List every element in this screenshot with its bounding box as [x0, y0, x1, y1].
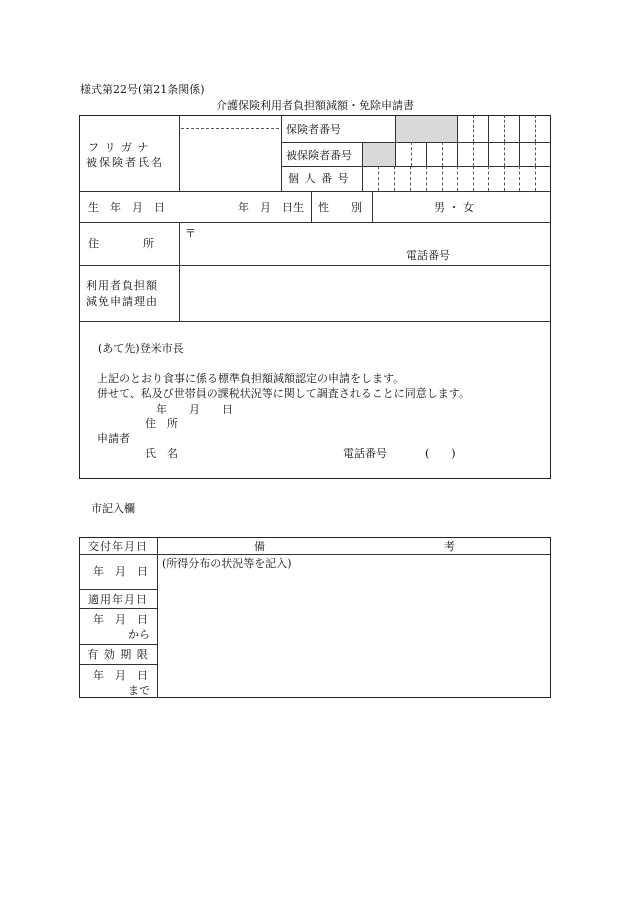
declaration-address-label: 住 所	[145, 417, 178, 430]
reason-label-line1: 利用者負担額	[86, 279, 158, 292]
form-title: 介護保険利用者負担額減額・免除申請書	[216, 99, 414, 112]
statement-line1: 上記のとおり食事に係る標準負担額減額認定の申請をします。	[97, 372, 405, 385]
addressee: (あて先)登米市長	[98, 342, 184, 355]
birth-date-label: 生 年 月 日	[88, 201, 165, 214]
issue-date-header: 交付年月日	[88, 540, 148, 553]
city-section-title: 市記入欄	[91, 502, 135, 515]
insured-name-label: 被保険者氏名	[86, 156, 164, 169]
insurer-number-label: 保険者番号	[286, 123, 341, 136]
address-label: 住 所	[88, 237, 154, 250]
remarks-header-left: 備	[254, 540, 265, 553]
postal-mark: 〒	[185, 227, 196, 240]
apply-date-header: 適用年月日	[88, 593, 148, 606]
declaration-name-label: 氏 名	[145, 447, 178, 460]
valid-period-header: 有 効 期 限	[87, 648, 149, 661]
declaration-date: 年 月 日	[156, 403, 233, 416]
reason-label-line2: 減免申請理由	[86, 295, 158, 308]
gender-label: 性 別	[318, 201, 362, 214]
birth-date-value: 年 月 日生	[238, 201, 304, 214]
insured-number-label: 被保険者番号	[286, 149, 352, 162]
city-entry-table	[79, 537, 551, 698]
gender-value[interactable]: 男 ・ 女	[434, 201, 474, 214]
declaration-phone-parens: ( )	[425, 447, 456, 460]
issue-date-value: 年 月 日	[93, 565, 148, 578]
apply-date-value: 年 月 日	[93, 613, 148, 626]
remarks-note: (所得分布の状況等を記入)	[162, 557, 292, 570]
phone-label: 電話番号	[406, 249, 450, 262]
apply-from: から	[128, 628, 150, 641]
valid-period-value: 年 月 日	[93, 669, 148, 682]
form-number: 様式第22号(第21条関係)	[80, 83, 205, 96]
statement-line2: 併せて、私及び世帯員の課税状況等に関して調査されることに同意します。	[97, 387, 470, 400]
declaration-phone-label: 電話番号	[343, 447, 387, 460]
personal-number-label: 個 人 番 号	[288, 172, 350, 185]
valid-until: まで	[128, 684, 150, 697]
applicant-label: 申請者	[97, 432, 130, 445]
remarks-header-right: 考	[444, 540, 455, 553]
furigana-label: フ リ ガ ナ	[88, 141, 150, 154]
